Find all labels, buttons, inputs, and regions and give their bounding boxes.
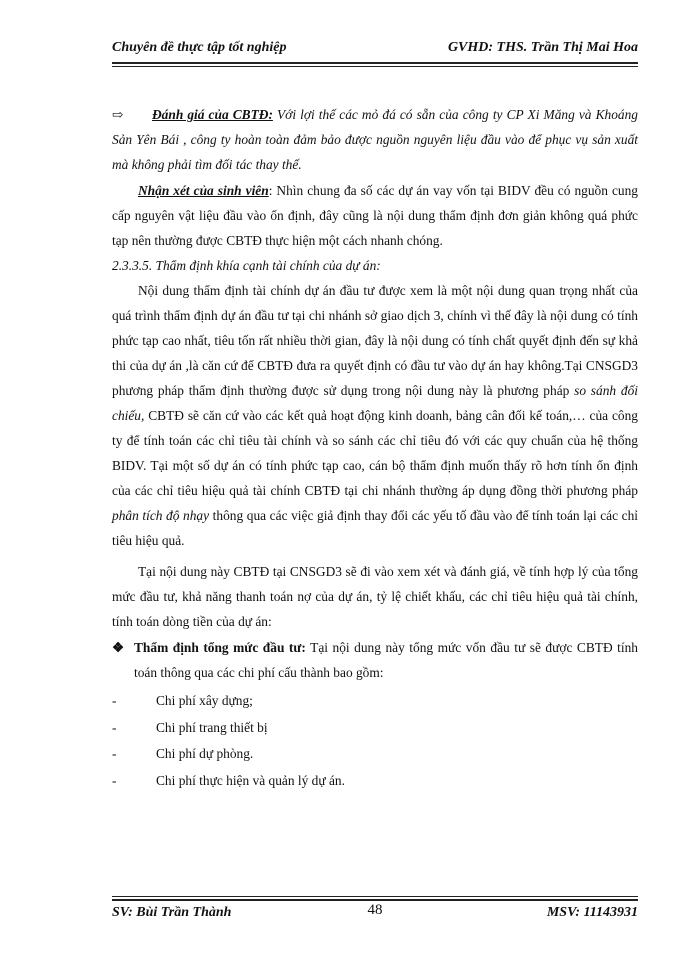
review-scope-paragraph: Tại nội dung này CBTĐ tại CNSGD3 sẽ đi vào xem xét và đánh giá, về tính hợp lý của tổng mức đầu tư, khả năng thanh toán nợ của dự án, tỷ lệ chiết khấu, các chỉ tiêu hiệu quả tài chính, tính toán dòng tiền của dự án:: [112, 564, 638, 629]
paragraph-text-b: CBTĐ sẽ căn cứ vào các kết quả hoạt động kinh doanh, bảng cân đối kế toán,… của công ty để tính toán các chỉ tiêu tài chính và so sánh các chỉ tiêu đó với các quy chuẩn của hệ thống BIDV. Tại một số dự án có tính phức tạp cao, cán bộ thẩm định muốn thấy rõ hơn tính ổn định của các chỉ tiêu hiệu quả tài chính CBTĐ tại chi nhánh thường áp dụng đồng thời phương pháp: [112, 408, 638, 498]
list-item-label: Chi phí dự phòng.: [156, 746, 254, 761]
list-item: [112, 768, 638, 795]
paragraph-text-c: thông qua các việc giả định thay đổi các yếu tố đầu vào để tính toán lại các chỉ tiêu hiệu quả.: [112, 508, 638, 548]
evaluation-text: Với lợi thế các mỏ đá có sẵn của công ty CP Xi Măng và Khoáng Sản Yên Bái , công ty hoàn toàn đảm bảo được nguồn nguyên liệu đầu vào để phục vụ sản xuất mà không phải tìm đối tác thay thế.: [112, 107, 639, 172]
evaluation-paragraph: [112, 102, 638, 177]
page-number: 48: [367, 902, 383, 918]
document-body: [112, 102, 638, 794]
dash-marker: -: [112, 772, 117, 788]
footer-student: SV: Bùi Trần Thành: [112, 905, 232, 920]
method-comparison: so sánh đối chiếu,: [112, 383, 639, 423]
student-comment-text: : Nhìn chung đa số các dự án vay vốn tại BIDV đều có nguồn cung cấp nguyên vật liệu đầu vào ổn định, đây cũng là nội dung thẩm định đơn giản không quá phức tạp nên thường được CBTĐ thực hiện một cách nhanh chóng.: [112, 183, 638, 248]
dash-marker: -: [112, 719, 117, 735]
list-item: [112, 688, 638, 715]
bullet-text: Tại nội dung này tổng mức vốn đầu tư sẽ được CBTĐ tính toán thông qua các chi phí cấu thành bao gồm:: [134, 640, 638, 680]
total-investment-bullet: [112, 635, 638, 685]
list-item-label: Chi phí trang thiết bị: [156, 719, 268, 735]
method-sensitivity: phân tích độ nhạy: [112, 508, 210, 523]
footer-student-id: MSV: 11143931: [546, 905, 638, 920]
list-item: [112, 741, 638, 768]
cost-item-list: [112, 688, 638, 794]
financial-appraisal-paragraph: [112, 278, 638, 553]
dash-marker: -: [112, 693, 117, 708]
page-footer: [112, 896, 638, 927]
list-item-label: Chi phí xây dựng;: [156, 693, 253, 708]
bullet-label: Thẩm định tổng mức đầu tư:: [134, 640, 306, 655]
paragraph-text-a: Nội dung thẩm định tài chính dự án đầu tư được xem là một nội dung quan trọng nhất của quá trình thẩm định dự án đầu tư tại chi nhánh sở giao dịch 3, chính vì thế đây là nội dung có tính phức tạp cao nhất, tiêu tốn rất nhiều thời gian, đây là nội dung có tính chất quyết định đến sự khả thi của dự án ,là căn cứ để CBTĐ đưa ra quyết định có đầu tư vào dự án hay không.Tại CNSGD3 phương pháp thẩm định thường được sử dụng trong nội dung này là phương pháp: [112, 283, 638, 398]
evaluation-label: Đánh giá của CBTĐ:: [152, 107, 273, 122]
list-item: [112, 715, 638, 742]
section-title: 2.3.3.5. Thẩm định khía cạnh tài chính của dự án:: [112, 258, 381, 273]
diamond-bullet-icon: ❖: [112, 640, 125, 655]
student-comment-label: Nhận xét của sinh viên: [138, 183, 269, 198]
header-advisor: GVHD: THS. Trần Thị Mai Hoa: [447, 40, 638, 55]
list-item-label: Chi phí thực hiện và quản lý dự án.: [156, 772, 345, 788]
arrow-right-icon: ⇨: [112, 107, 124, 122]
dash-marker: -: [112, 746, 117, 761]
page-header: [112, 38, 638, 64]
student-comment-paragraph: [112, 178, 638, 253]
header-title: Chuyên đề thực tập tốt nghiệp: [112, 40, 287, 55]
